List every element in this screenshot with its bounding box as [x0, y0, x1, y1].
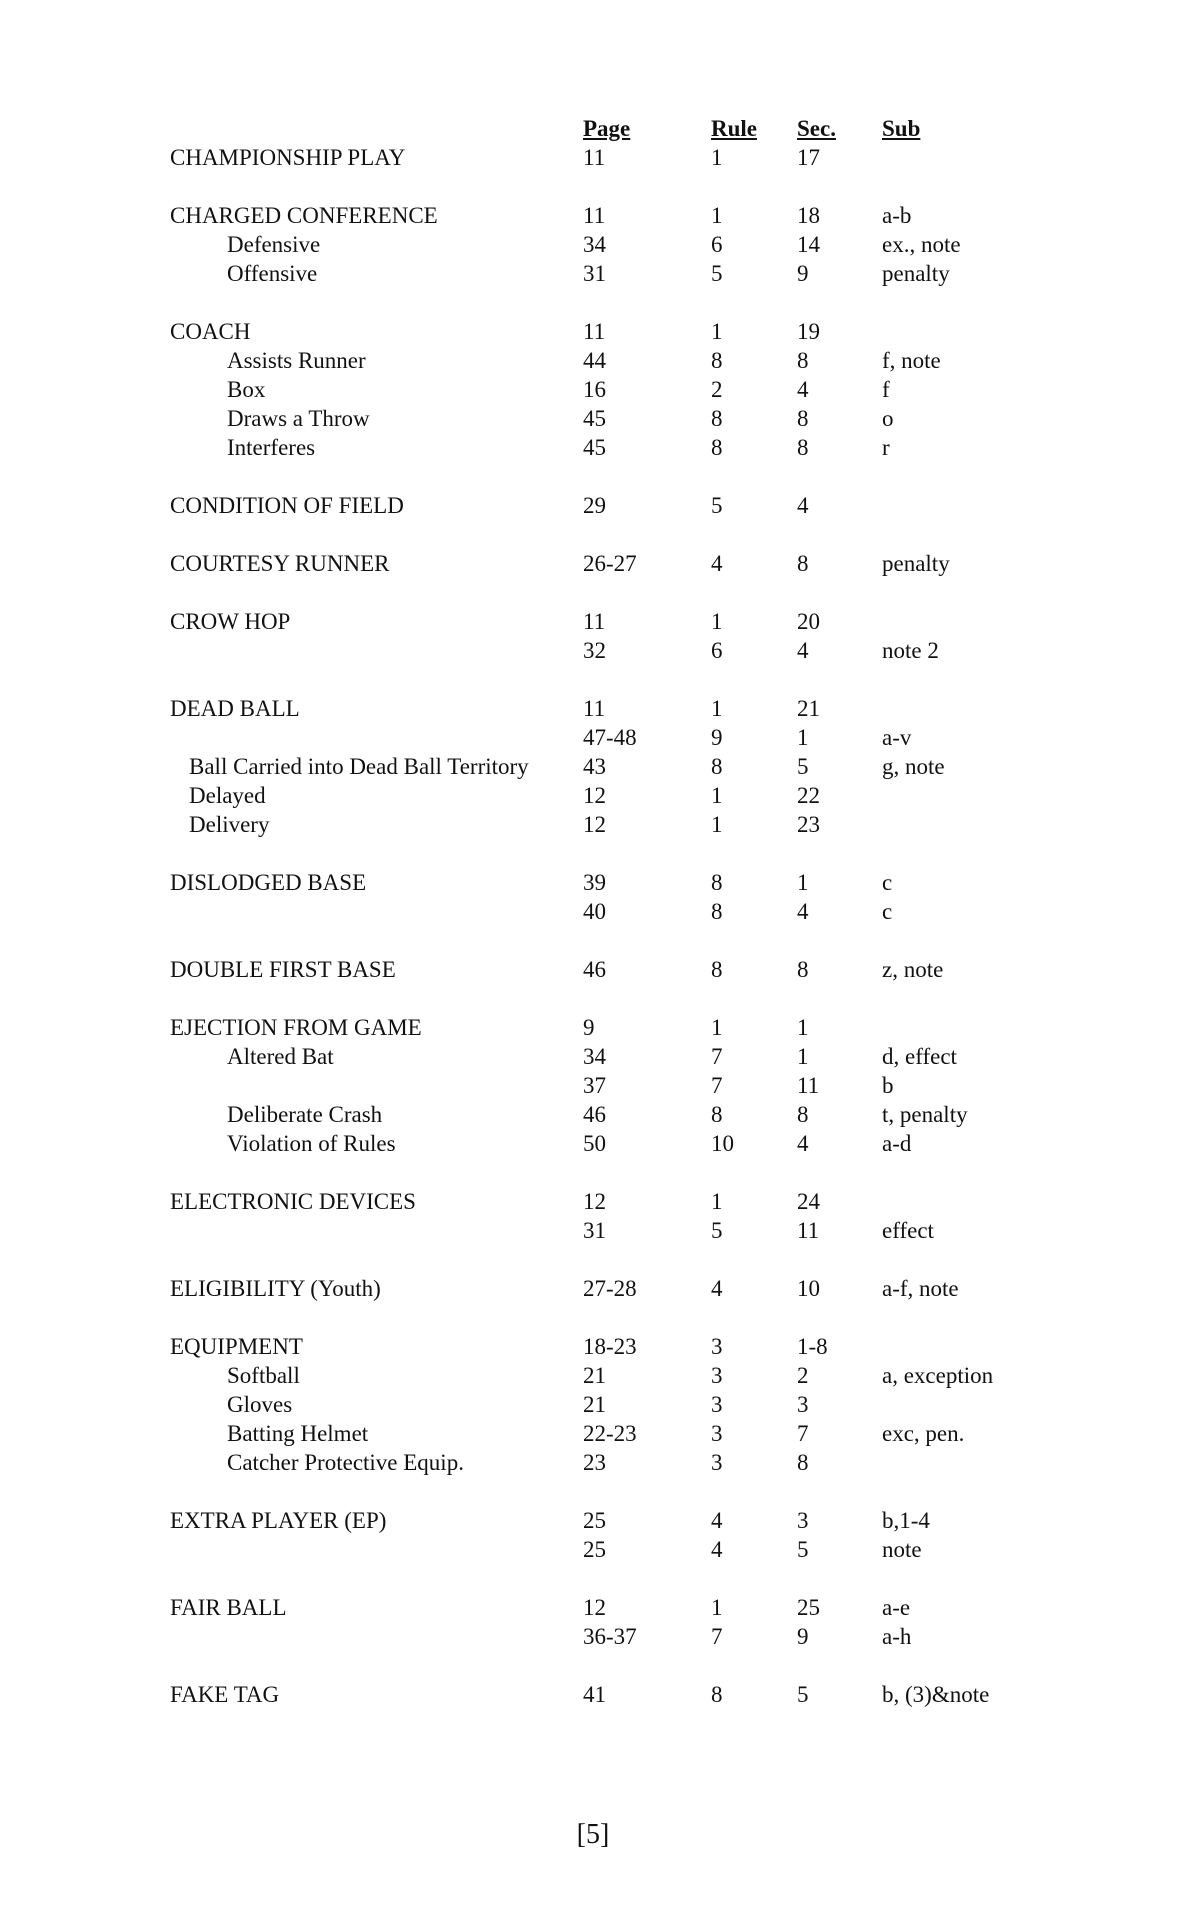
- index-term: Assists Runner: [227, 348, 366, 373]
- index-sub: penalty: [882, 551, 950, 576]
- index-sec: 1: [797, 870, 809, 895]
- index-page: 41: [583, 1682, 606, 1707]
- index-sec: 8: [797, 551, 809, 576]
- index-page: 37: [583, 1073, 606, 1098]
- index-rule: 8: [711, 899, 723, 924]
- index-page: 34: [583, 1044, 606, 1069]
- index-row: [0, 1361, 1186, 1390]
- index-rule: 1: [711, 696, 723, 721]
- index-rule: 1: [711, 1015, 723, 1040]
- index-rule: 10: [711, 1131, 734, 1156]
- index-row: [0, 752, 1186, 781]
- index-row: [0, 375, 1186, 404]
- index-sec: 1: [797, 725, 809, 750]
- index-rule: 4: [711, 1276, 723, 1301]
- index-sub: a, exception: [882, 1363, 994, 1388]
- index-rule: 1: [711, 145, 723, 170]
- index-term: Catcher Protective Equip.: [227, 1450, 464, 1475]
- index-sub: r: [882, 435, 890, 460]
- index-sub: f: [882, 377, 890, 402]
- index-sub: t, penalty: [882, 1102, 968, 1127]
- index-page: 32: [583, 638, 606, 663]
- index-term: Altered Bat: [227, 1044, 334, 1069]
- index-row: [0, 549, 1186, 578]
- index-sec: 20: [797, 609, 820, 634]
- index-sec: 4: [797, 1131, 809, 1156]
- index-sec: 17: [797, 145, 820, 170]
- index-rule: 8: [711, 348, 723, 373]
- index-rule: 8: [711, 957, 723, 982]
- index-page: 44: [583, 348, 606, 373]
- index-page: 50: [583, 1131, 606, 1156]
- index-row: [0, 1419, 1186, 1448]
- index-rule: 5: [711, 1218, 723, 1243]
- index-sub: effect: [882, 1218, 934, 1243]
- header-sec: Sec.: [797, 116, 836, 141]
- index-row: [0, 1506, 1186, 1535]
- index-sec: 8: [797, 435, 809, 460]
- index-page: 25: [583, 1537, 606, 1562]
- index-rule: 4: [711, 1508, 723, 1533]
- index-page: 11: [583, 145, 606, 170]
- index-page: 29: [583, 493, 606, 518]
- index-page: 16: [583, 377, 606, 402]
- index-sec: 24: [797, 1189, 820, 1214]
- index-page: 11: [583, 696, 606, 721]
- column-header-row: [0, 114, 1186, 143]
- index-row: [0, 1071, 1186, 1100]
- header-rule: Rule: [711, 116, 757, 141]
- index-sec: 2: [797, 1363, 809, 1388]
- index-page: 12: [583, 1189, 606, 1214]
- index-page: 11: [583, 203, 606, 228]
- index-term: Gloves: [227, 1392, 293, 1417]
- index-page: 39: [583, 870, 606, 895]
- index-sub: exc, pen.: [882, 1421, 965, 1446]
- index-sec: 8: [797, 1102, 809, 1127]
- index-rule: 8: [711, 406, 723, 431]
- index-rule: 3: [711, 1363, 723, 1388]
- index-page: 25: [583, 1508, 606, 1533]
- index-sub: c: [882, 870, 893, 895]
- index-rule: 5: [711, 261, 723, 286]
- index-row: [0, 1216, 1186, 1245]
- index-row: [0, 694, 1186, 723]
- index-term: Defensive: [227, 232, 321, 257]
- index-row: [0, 810, 1186, 839]
- index-term: ELECTRONIC DEVICES: [170, 1189, 416, 1214]
- index-page: 26-27: [583, 551, 637, 576]
- index-page: 47-48: [583, 725, 637, 750]
- index-page: 18-23: [583, 1334, 637, 1359]
- index-sub: note: [882, 1537, 922, 1562]
- index-sub: a-v: [882, 725, 912, 750]
- index-row: [0, 1390, 1186, 1419]
- header-page: Page: [583, 116, 631, 141]
- index-sec: 4: [797, 493, 809, 518]
- index-rule: 8: [711, 435, 723, 460]
- index-sec: 1: [797, 1044, 809, 1069]
- index-row: [0, 1448, 1186, 1477]
- index-sub: b: [882, 1073, 894, 1098]
- index-term: DISLODGED BASE: [170, 870, 367, 895]
- index-rule: 5: [711, 493, 723, 518]
- index-sec: 9: [797, 261, 809, 286]
- index-sec: 8: [797, 957, 809, 982]
- index-term: DEAD BALL: [170, 696, 300, 721]
- index-sec: 1-8: [797, 1334, 828, 1359]
- index-sub: a-e: [882, 1595, 911, 1620]
- index-sec: 8: [797, 1450, 809, 1475]
- index-term: Draws a Throw: [227, 406, 370, 431]
- index-rule: 1: [711, 1595, 723, 1620]
- index-row: [0, 1042, 1186, 1071]
- index-row: [0, 230, 1186, 259]
- index-row: [0, 433, 1186, 462]
- index-term: Violation of Rules: [227, 1131, 396, 1156]
- index-term: EQUIPMENT: [170, 1334, 303, 1359]
- index-rule: 1: [711, 609, 723, 634]
- index-sub: ex., note: [882, 232, 961, 257]
- index-term: CONDITION OF FIELD: [170, 493, 404, 518]
- index-term: DOUBLE FIRST BASE: [170, 957, 396, 982]
- index-rule: 1: [711, 812, 723, 837]
- index-sec: 25: [797, 1595, 820, 1620]
- index-row: [0, 1187, 1186, 1216]
- index-rule: 6: [711, 638, 723, 663]
- index-sec: 14: [797, 232, 820, 257]
- index-sub: z, note: [882, 957, 944, 982]
- index-rule: 1: [711, 319, 723, 344]
- index-term: Softball: [227, 1363, 300, 1388]
- index-sub: d, effect: [882, 1044, 957, 1069]
- index-rule: 7: [711, 1624, 723, 1649]
- index-rule: 3: [711, 1421, 723, 1446]
- index-term: CHARGED CONFERENCE: [170, 203, 438, 228]
- index-row: [0, 955, 1186, 984]
- index-page: 34: [583, 232, 606, 257]
- index-sec: 22: [797, 783, 820, 808]
- index-term: Delayed: [189, 783, 266, 808]
- index-row: [0, 868, 1186, 897]
- index-sec: 23: [797, 812, 820, 837]
- index-rule: 8: [711, 1682, 723, 1707]
- index-row: [0, 346, 1186, 375]
- index-sec: 5: [797, 754, 809, 779]
- index-rule: 6: [711, 232, 723, 257]
- index-row: [0, 143, 1186, 172]
- index-sec: 1: [797, 1015, 809, 1040]
- index-row: [0, 607, 1186, 636]
- index-sec: 4: [797, 377, 809, 402]
- index-term: Deliberate Crash: [227, 1102, 383, 1127]
- index-sec: 3: [797, 1392, 809, 1417]
- header-sub: Sub: [882, 116, 921, 141]
- index-sec: 4: [797, 899, 809, 924]
- index-page: 11: [583, 609, 606, 634]
- index-term: ELIGIBILITY (Youth): [170, 1276, 381, 1301]
- index-rule: 9: [711, 725, 723, 750]
- index-rule: 3: [711, 1334, 723, 1359]
- index-sub: note 2: [882, 638, 939, 663]
- index-sub: a-d: [882, 1131, 912, 1156]
- index-page: 23: [583, 1450, 606, 1475]
- index-page: 46: [583, 957, 606, 982]
- index-sub: b, (3)&note: [882, 1682, 990, 1707]
- index-sec: 18: [797, 203, 820, 228]
- index-sub: b,1-4: [882, 1508, 930, 1533]
- index-page: 11: [583, 319, 606, 344]
- index-sec: 11: [797, 1218, 820, 1243]
- index-term: Delivery: [189, 812, 270, 837]
- index-page: 21: [583, 1363, 606, 1388]
- index-sub: a-f, note: [882, 1276, 959, 1301]
- index-page: 31: [583, 1218, 606, 1243]
- index-term: Offensive: [227, 261, 318, 286]
- index-term: Interferes: [227, 435, 316, 460]
- index-sec: 5: [797, 1537, 809, 1562]
- index-sec: 4: [797, 638, 809, 663]
- index-row: [0, 317, 1186, 346]
- index-page: 12: [583, 812, 606, 837]
- index-row: [0, 636, 1186, 665]
- index-rule: 7: [711, 1044, 723, 1069]
- index-rule: 4: [711, 1537, 723, 1562]
- index-page: 46: [583, 1102, 606, 1127]
- index-row: [0, 1100, 1186, 1129]
- index-sub: c: [882, 899, 893, 924]
- index-page: 12: [583, 1595, 606, 1620]
- index-term: CHAMPIONSHIP PLAY: [170, 145, 406, 170]
- index-page: 45: [583, 406, 606, 431]
- index-row: [0, 897, 1186, 926]
- index-term: FAIR BALL: [170, 1595, 287, 1620]
- index-sub: a-h: [882, 1624, 912, 1649]
- page-number: [5]: [576, 1819, 610, 1850]
- index-page: 43: [583, 754, 606, 779]
- index-row: [0, 404, 1186, 433]
- index-row: [0, 259, 1186, 288]
- index-sub: a-b: [882, 203, 912, 228]
- index-row: [0, 1535, 1186, 1564]
- index-rule: 7: [711, 1073, 723, 1098]
- index-sec: 8: [797, 348, 809, 373]
- index-term: COURTESY RUNNER: [170, 551, 390, 576]
- index-term: CROW HOP: [170, 609, 291, 634]
- index-rule: 1: [711, 783, 723, 808]
- index-sec: 7: [797, 1421, 809, 1446]
- index-rule: 8: [711, 754, 723, 779]
- index-sub: g, note: [882, 754, 945, 779]
- index-page: 40: [583, 899, 606, 924]
- index-sec: 9: [797, 1624, 809, 1649]
- index-term: Ball Carried into Dead Ball Territory: [189, 754, 529, 779]
- index-term: FAKE TAG: [170, 1682, 280, 1707]
- index-row: [0, 1680, 1186, 1709]
- index-term: EJECTION FROM GAME: [170, 1015, 422, 1040]
- index-sec: 11: [797, 1073, 820, 1098]
- index-sec: 5: [797, 1682, 809, 1707]
- index-rule: 3: [711, 1392, 723, 1417]
- index-term: Box: [227, 377, 266, 402]
- index-row: [0, 1274, 1186, 1303]
- index-page: 21: [583, 1392, 606, 1417]
- index-sec: 21: [797, 696, 820, 721]
- index-row: [0, 781, 1186, 810]
- index-sec: 19: [797, 319, 820, 344]
- index-row: [0, 1129, 1186, 1158]
- index-row: [0, 1332, 1186, 1361]
- index-row: [0, 491, 1186, 520]
- index-page: 12: [583, 783, 606, 808]
- index-term: EXTRA PLAYER (EP): [170, 1508, 387, 1533]
- index-sub: f, note: [882, 348, 941, 373]
- index-term: COACH: [170, 319, 251, 344]
- index-sub: penalty: [882, 261, 950, 286]
- index-rule: 3: [711, 1450, 723, 1475]
- index-row: [0, 1013, 1186, 1042]
- index-row: [0, 201, 1186, 230]
- index-rule: 4: [711, 551, 723, 576]
- index-page: 31: [583, 261, 606, 286]
- index-sub: o: [882, 406, 894, 431]
- index-row: [0, 1622, 1186, 1651]
- index-sec: 3: [797, 1508, 809, 1533]
- index-page: 9: [583, 1015, 595, 1040]
- index-page: 36-37: [583, 1624, 637, 1649]
- index-sec: 8: [797, 406, 809, 431]
- index-page: 27-28: [583, 1276, 637, 1301]
- index-rule: 8: [711, 1102, 723, 1127]
- index-sec: 10: [797, 1276, 820, 1301]
- index-term: Batting Helmet: [227, 1421, 369, 1446]
- index-row: [0, 723, 1186, 752]
- index-row: [0, 1593, 1186, 1622]
- index-rule: 1: [711, 1189, 723, 1214]
- index-rule: 2: [711, 377, 723, 402]
- index-rule: 1: [711, 203, 723, 228]
- index-rule: 8: [711, 870, 723, 895]
- index-page: 45: [583, 435, 606, 460]
- index-page: 22-23: [583, 1421, 637, 1446]
